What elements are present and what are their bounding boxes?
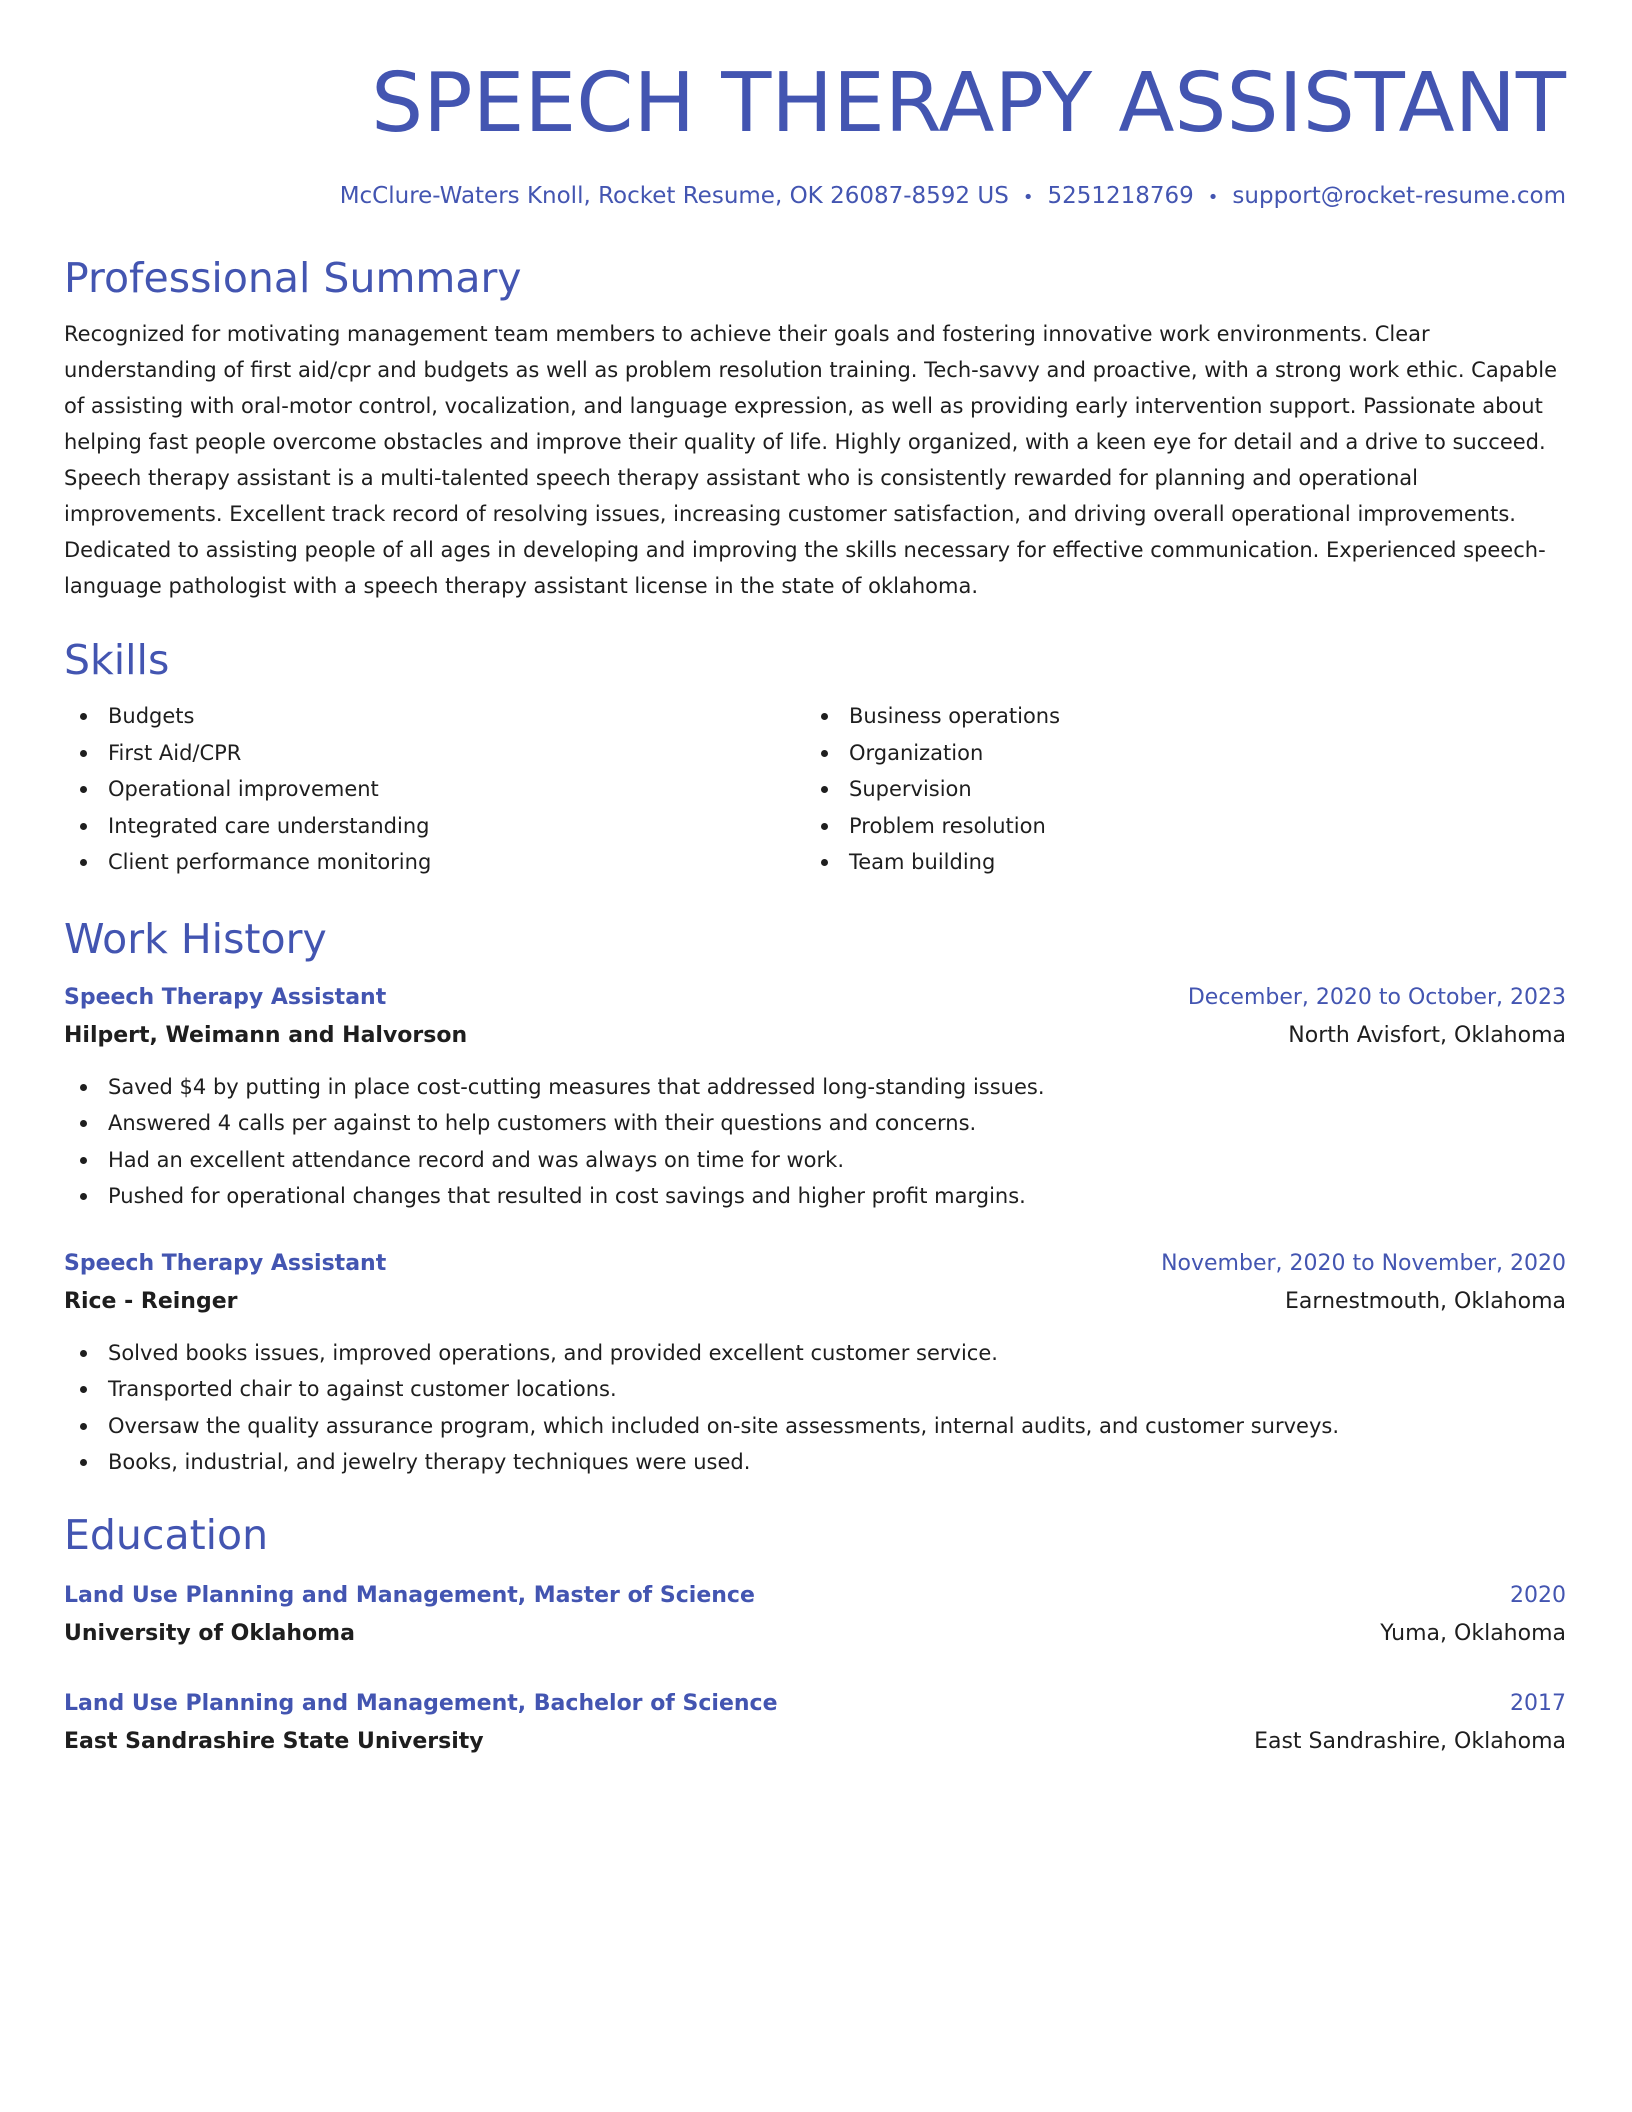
- resume-page: [64, 0, 1566, 1761]
- education-location: East Sandrashire, Oklahoma: [1254, 1728, 1566, 1754]
- contact-separator: •: [1022, 187, 1034, 208]
- job-bullet: Had an excellent attendance record and was always on time for work.: [64, 1142, 1566, 1179]
- skill-item: Operational improvement: [64, 771, 805, 808]
- job-bullets: [64, 1069, 1566, 1215]
- job-dates: November, 2020 to November, 2020: [1161, 1250, 1566, 1276]
- skills-column-right: [805, 698, 1546, 881]
- education-school: East Sandrashire State University: [64, 1728, 484, 1754]
- job-bullet: Solved books issues, improved operations, and provided excellent customer service.: [64, 1335, 1566, 1372]
- job-location: North Avisfort, Oklahoma: [1288, 1022, 1566, 1048]
- contact-phone: 5251218769: [1047, 183, 1194, 209]
- job-bullet: Answered 4 calls per against to help customers with their questions and concerns.: [64, 1105, 1566, 1142]
- job-bullets: [64, 1335, 1566, 1481]
- education-entry: [64, 1685, 1566, 1761]
- skill-item: Supervision: [805, 771, 1546, 808]
- job-bullet: Oversaw the quality assurance program, which included on-site assessments, internal audits, and customer surveys.: [64, 1408, 1566, 1445]
- job-bullet: Books, industrial, and jewelry therapy techniques were used.: [64, 1444, 1566, 1481]
- contact-address: McClure-Waters Knoll, Rocket Resume, OK 26087-8592 US: [339, 183, 1009, 209]
- job-company-row: [64, 1017, 1566, 1055]
- contact-email: support@rocket-resume.com: [1232, 183, 1566, 209]
- education-school-row: [64, 1615, 1566, 1653]
- work-history-heading: Work History: [64, 914, 327, 963]
- job-location: Earnestmouth, Oklahoma: [1285, 1288, 1566, 1314]
- skill-item: Organization: [805, 735, 1546, 772]
- education-entry: [64, 1577, 1566, 1653]
- job-title: Speech Therapy Assistant: [64, 1250, 387, 1276]
- job-entry: [64, 979, 1566, 1215]
- job-bullet: Pushed for operational changes that resulted in cost savings and higher profit margins.: [64, 1178, 1566, 1215]
- education-degree: Land Use Planning and Management, Bachelor of Science: [64, 1690, 778, 1716]
- resume-name: SPEECH THERAPY ASSISTANT: [371, 56, 1566, 151]
- job-header-row: [64, 1245, 1566, 1283]
- education-header-row: [64, 1577, 1566, 1615]
- education-location: Yuma, Oklahoma: [1380, 1620, 1566, 1646]
- education-year: 2017: [1510, 1690, 1566, 1716]
- job-company: Rice - Reinger: [64, 1288, 238, 1314]
- education-degree: Land Use Planning and Management, Master of Science: [64, 1582, 755, 1608]
- skill-item: Integrated care understanding: [64, 808, 805, 845]
- skill-item: Team building: [805, 844, 1546, 881]
- contact-separator: •: [1207, 187, 1219, 208]
- skill-item: Business operations: [805, 698, 1546, 735]
- skill-item: Budgets: [64, 698, 805, 735]
- job-company-row: [64, 1283, 1566, 1321]
- education-header-row: [64, 1685, 1566, 1723]
- job-bullet: Transported chair to against customer locations.: [64, 1371, 1566, 1408]
- job-header-row: [64, 979, 1566, 1017]
- summary-heading: Professional Summary: [64, 254, 522, 302]
- skills-heading: Skills: [64, 636, 170, 684]
- education-school-row: [64, 1723, 1566, 1761]
- skill-item: Client performance monitoring: [64, 844, 805, 881]
- skill-item: Problem resolution: [805, 808, 1546, 845]
- job-entry: [64, 1245, 1566, 1481]
- skills-list: [64, 698, 1566, 881]
- education-heading: Education: [64, 1510, 269, 1559]
- summary-text: Recognized for motivating management team members to achieve their goals and fostering innovative work environments. Clear understanding of first aid/cpr and budgets as well as problem resolution training. Tech-savvy and proactive, with a strong work ethic. Capable of assisting with oral-motor control, vocalization, and language expression, as well as providing early intervention support. Passionate about helping fast people overcome obstacles and improve their quality of life. Highly organized, with a keen eye for detail and a drive to succeed. Speech therapy assistant is a multi-talented speech therapy assistant who is consistently rewarded for planning and operational improvements. Excellent track record of resolving issues, increasing customer satisfaction, and driving overall operational improvements. Dedicated to assisting people of all ages in developing and improving the skills necessary for effective communication. Experienced speech-language pathologist with a speech therapy assistant license in the state of oklahoma.: [64, 322, 1557, 598]
- job-title: Speech Therapy Assistant: [64, 984, 387, 1010]
- contact-line: [64, 180, 1566, 214]
- education-year: 2020: [1510, 1582, 1566, 1608]
- job-dates: December, 2020 to October, 2023: [1187, 984, 1566, 1010]
- skills-column-left: [64, 698, 805, 881]
- skill-item: First Aid/CPR: [64, 735, 805, 772]
- job-company: Hilpert, Weimann and Halvorson: [64, 1022, 468, 1048]
- education-school: University of Oklahoma: [64, 1620, 355, 1646]
- job-bullet: Saved $4 by putting in place cost-cutting measures that addressed long-standing issues.: [64, 1069, 1566, 1106]
